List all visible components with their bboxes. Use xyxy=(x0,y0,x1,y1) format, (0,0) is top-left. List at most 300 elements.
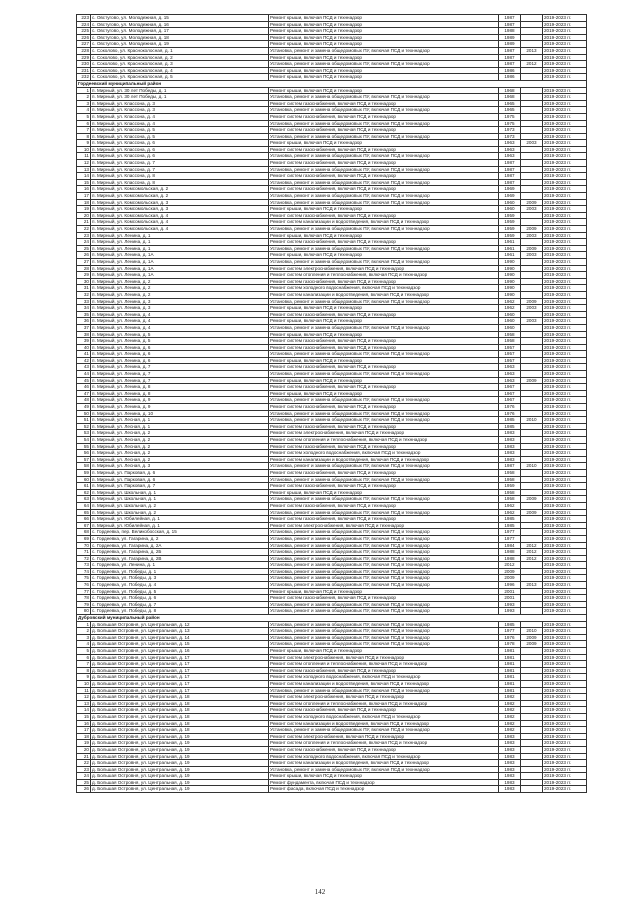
work-type-cell: Установка, ремонт и замена общедомовых ПУ, включая ПСД и техннадзор xyxy=(269,107,499,114)
last-repair-year-cell xyxy=(521,351,543,358)
work-type-cell: Ремонт систем канализации и водоотведения, включая ПСД и техннадзор xyxy=(269,219,499,226)
row-number: 13 xyxy=(77,166,91,173)
row-number: 10 xyxy=(77,680,91,687)
address-cell: п. Мирный, ул. Лесная, д. 1 xyxy=(91,423,269,430)
address-cell: п. Мирный, ул. Ленина, д. 5 xyxy=(91,331,269,338)
work-type-cell: Установка, ремонт и замена общедомовых ПУ, включая ПСД и техннадзор xyxy=(269,47,499,54)
period-cell: 2019-2023 гг. xyxy=(543,384,587,391)
last-repair-year-cell xyxy=(521,443,543,450)
year-cell: 1967 xyxy=(499,390,521,397)
address-cell: п. Мирный, ул. Ленина, д. 7 xyxy=(91,364,269,371)
year-cell: 1983 xyxy=(499,450,521,457)
last-repair-year-cell xyxy=(521,324,543,331)
last-repair-year-cell xyxy=(521,740,543,747)
last-repair-year-cell xyxy=(521,713,543,720)
year-cell: 1981 xyxy=(499,687,521,694)
period-cell: 2019-2023 гг. xyxy=(543,713,587,720)
period-cell: 2019-2023 гг. xyxy=(543,212,587,219)
year-cell: 1981 xyxy=(499,667,521,674)
last-repair-year-cell xyxy=(521,371,543,378)
address-cell: п. Мирный, ул. 30 лет Победы, д. 1 xyxy=(91,94,269,101)
work-type-cell: Ремонт систем газоснабжения, включая ПСД и техннадзор xyxy=(269,212,499,219)
work-type-cell: Ремонт крыши, включая ПСД и техннадзор xyxy=(269,773,499,780)
work-type-cell: Установка, ремонт и замена общедомовых ПУ, включая ПСД и техннадзор xyxy=(269,298,499,305)
year-cell: 1987 xyxy=(499,15,521,22)
period-cell: 2019-2023 гг. xyxy=(543,397,587,404)
table-row xyxy=(77,562,587,569)
year-cell: 1990 xyxy=(499,258,521,265)
year-cell: 1961 xyxy=(499,245,521,252)
last-repair-year-cell: 2009 xyxy=(521,634,543,641)
row-number: 32 xyxy=(77,291,91,298)
last-repair-year-cell: 2012 xyxy=(521,61,543,68)
table-row xyxy=(77,423,587,430)
address-cell: п. Мирный, ул. Ленина, д. 6 xyxy=(91,357,269,364)
address-cell: п. Мирный, ул. Ленина, д. 2 xyxy=(91,291,269,298)
last-repair-year-cell xyxy=(521,219,543,226)
table-row xyxy=(77,779,587,786)
period-cell: 2019-2023 гг. xyxy=(543,641,587,648)
work-type-cell: Ремонт крыши, включая ПСД и техннадзор xyxy=(269,41,499,48)
row-number: 21 xyxy=(77,219,91,226)
work-type-cell: Установка, ремонт и замена общедомовых ПУ, включая ПСД и техннадзор xyxy=(269,351,499,358)
work-type-cell: Установка, ремонт и замена общедомовых ПУ, включая ПСД и техннадзор xyxy=(269,766,499,773)
row-number: 2 xyxy=(77,628,91,635)
last-repair-year-cell: 2012 xyxy=(521,549,543,556)
last-repair-year-cell xyxy=(521,265,543,272)
year-cell: 1982 xyxy=(499,727,521,734)
period-cell: 2019-2023 гг. xyxy=(543,120,587,127)
year-cell: 1987 xyxy=(499,61,521,68)
year-cell: 1987 xyxy=(499,54,521,61)
row-number: 224 xyxy=(77,21,91,28)
row-number: 71 xyxy=(77,549,91,556)
year-cell: 1962 xyxy=(499,305,521,312)
year-cell: 1963 xyxy=(499,364,521,371)
year-cell: 1959 xyxy=(499,232,521,239)
year-cell: 1985 xyxy=(499,423,521,430)
table-row xyxy=(77,364,587,371)
table-row xyxy=(77,226,587,233)
table-row xyxy=(77,700,587,707)
address-cell: п. Мирный, ул. Классона, д. 8 xyxy=(91,173,269,180)
last-repair-year-cell: 2009 xyxy=(521,298,543,305)
work-type-cell: Установка, ремонт и замена общедомовых ПУ, включая ПСД и техннадзор xyxy=(269,549,499,556)
table-row xyxy=(77,476,587,483)
last-repair-year-cell xyxy=(521,397,543,404)
row-number: 67 xyxy=(77,522,91,529)
last-repair-year-cell xyxy=(521,489,543,496)
address-cell: п. Мирный, ул. Ленина, д. 4 xyxy=(91,311,269,318)
year-cell: 1983 xyxy=(499,456,521,463)
work-type-cell: Ремонт систем холодного водоснабжения, включая ПСД и техннадзор xyxy=(269,450,499,457)
work-type-cell: Ремонт систем газоснабжения, включая ПСД и техннадзор xyxy=(269,423,499,430)
year-cell: 1981 xyxy=(499,680,521,687)
year-cell: 1958 xyxy=(499,476,521,483)
last-repair-year-cell xyxy=(521,621,543,628)
row-number: 5 xyxy=(77,113,91,120)
table-row xyxy=(77,127,587,134)
table-row xyxy=(77,469,587,476)
row-number: 46 xyxy=(77,384,91,391)
period-cell: 2019-2023 гг. xyxy=(543,146,587,153)
last-repair-year-cell xyxy=(521,127,543,134)
year-cell: 1981 xyxy=(499,654,521,661)
year-cell: 1983 xyxy=(499,746,521,753)
period-cell: 2019-2023 гг. xyxy=(543,291,587,298)
row-number: 52 xyxy=(77,423,91,430)
last-repair-year-cell xyxy=(521,153,543,160)
table-row xyxy=(77,107,587,114)
table-row xyxy=(77,74,587,81)
work-type-cell: Установка, ремонт и замена общедомовых ПУ, включая ПСД и техннадзор xyxy=(269,535,499,542)
address-cell: п. Мирный, ул. Парковая, д. 6 xyxy=(91,476,269,483)
period-cell: 2019-2023 гг. xyxy=(543,766,587,773)
year-cell: 1957 xyxy=(499,351,521,358)
work-type-cell: Установка, ремонт и замена общедомовых ПУ, включая ПСД и техннадзор xyxy=(269,410,499,417)
row-number: 65 xyxy=(77,509,91,516)
last-repair-year-cell xyxy=(521,74,543,81)
period-cell: 2019-2023 гг. xyxy=(543,450,587,457)
table-row xyxy=(77,713,587,720)
last-repair-year-cell: 2003 xyxy=(521,305,543,312)
last-repair-year-cell xyxy=(521,680,543,687)
work-type-cell: Ремонт систем канализации и водоотведения, включая ПСД и техннадзор xyxy=(269,456,499,463)
last-repair-year-cell xyxy=(521,575,543,582)
table-row xyxy=(77,298,587,305)
row-number: 24 xyxy=(77,773,91,780)
year-cell: 1990 xyxy=(499,278,521,285)
table-row xyxy=(77,680,587,687)
year-cell: 1957 xyxy=(499,357,521,364)
period-cell: 2019-2023 гг. xyxy=(543,661,587,668)
address-cell: п. Мирный, ул. Ленина, д. 1 xyxy=(91,232,269,239)
period-cell: 2019-2023 гг. xyxy=(543,331,587,338)
section-title: Дубровский муниципальный район xyxy=(77,615,587,622)
work-type-cell: Установка, ремонт и замена общедомовых ПУ, включая ПСД и техннадзор xyxy=(269,687,499,694)
last-repair-year-cell: 2003 xyxy=(521,252,543,259)
work-type-cell: Установка, ремонт и замена общедомовых ПУ, включая ПСД и техннадзор xyxy=(269,496,499,503)
address-cell: п. Мирный, ул. Ленина, д. 1А xyxy=(91,252,269,259)
work-type-cell: Ремонт систем газоснабжения, включая ПСД и техннадзор xyxy=(269,278,499,285)
work-type-cell: Ремонт крыши, включая ПСД и техннадзор xyxy=(269,390,499,397)
table-row xyxy=(77,760,587,767)
period-cell: 2019-2023 гг. xyxy=(543,496,587,503)
period-cell: 2019-2023 гг. xyxy=(543,654,587,661)
row-number: 223 xyxy=(77,15,91,22)
row-number: 230 xyxy=(77,61,91,68)
period-cell: 2019-2023 гг. xyxy=(543,239,587,246)
year-cell: 1963 xyxy=(499,153,521,160)
work-type-cell: Установка, ремонт и замена общедомовых ПУ, включая ПСД и техннадзор xyxy=(269,628,499,635)
address-cell: д. Большая Островня, ул. Центральная, д. 15 xyxy=(91,641,269,648)
table-row xyxy=(77,371,587,378)
period-cell: 2019-2023 гг. xyxy=(543,67,587,74)
work-type-cell: Ремонт крыши, включая ПСД и техннадзор xyxy=(269,140,499,147)
row-number: 74 xyxy=(77,568,91,575)
period-cell: 2019-2023 гг. xyxy=(543,41,587,48)
period-cell: 2019-2023 гг. xyxy=(543,107,587,114)
period-cell: 2019-2023 гг. xyxy=(543,542,587,549)
year-cell: 1967 xyxy=(499,397,521,404)
table-row xyxy=(77,417,587,424)
last-repair-year-cell: 2009 xyxy=(521,509,543,516)
table-row xyxy=(77,786,587,793)
address-cell: п. Мирный, ул. Лесная, д. 2 xyxy=(91,450,269,457)
table-row xyxy=(77,575,587,582)
table-row xyxy=(77,654,587,661)
year-cell: 2001 xyxy=(499,595,521,602)
row-number: 26 xyxy=(77,786,91,793)
work-type-cell: Ремонт крыши, включая ПСД и техннадзор xyxy=(269,54,499,61)
table-row xyxy=(77,219,587,226)
work-type-cell: Установка, ремонт и замена общедомовых ПУ, включая ПСД и техннадзор xyxy=(269,463,499,470)
year-cell: 1965 xyxy=(499,100,521,107)
period-cell: 2019-2023 гг. xyxy=(543,357,587,364)
year-cell: 1975 xyxy=(499,113,521,120)
last-repair-year-cell xyxy=(521,779,543,786)
period-cell: 2019-2023 гг. xyxy=(543,153,587,160)
last-repair-year-cell xyxy=(521,239,543,246)
row-number: 40 xyxy=(77,344,91,351)
year-cell: 1976 xyxy=(499,410,521,417)
table-body xyxy=(77,15,587,793)
last-repair-year-cell xyxy=(521,588,543,595)
period-cell: 2019-2023 гг. xyxy=(543,133,587,140)
period-cell: 2019-2023 гг. xyxy=(543,779,587,786)
address-cell: п. Мирный, ул. Классона, д. 4 xyxy=(91,113,269,120)
table-row xyxy=(77,278,587,285)
year-cell: 1987 xyxy=(499,47,521,54)
work-type-cell: Установка, ремонт и замена общедомовых ПУ, включая ПСД и техннадзор xyxy=(269,193,499,200)
table-row xyxy=(77,568,587,575)
table-row xyxy=(77,516,587,523)
year-cell: 1993 xyxy=(499,608,521,615)
work-type-cell: Установка, ремонт и замена общедомовых ПУ, включая ПСД и техннадзор xyxy=(269,621,499,628)
period-cell: 2019-2023 гг. xyxy=(543,226,587,233)
period-cell: 2019-2023 гг. xyxy=(543,760,587,767)
address-cell: д. Большая Островня, ул. Центральная, д. 19 xyxy=(91,746,269,753)
year-cell: 1975 xyxy=(499,120,521,127)
address-cell: с. Гордеевка, ул. Победы, д. 6 xyxy=(91,595,269,602)
year-cell: 2012 xyxy=(499,562,521,569)
year-cell: 1977 xyxy=(499,535,521,542)
period-cell: 2019-2023 гг. xyxy=(543,311,587,318)
year-cell: 1958 xyxy=(499,496,521,503)
year-cell: 1961 xyxy=(499,252,521,259)
table-row xyxy=(77,496,587,503)
address-cell: п. Мирный, ул. Школьная, д. 1 xyxy=(91,496,269,503)
last-repair-year-cell: 2009 xyxy=(521,199,543,206)
work-type-cell: Ремонт крыши, включая ПСД и техннадзор xyxy=(269,357,499,364)
work-type-cell: Ремонт крыши, включая ПСД и техннадзор xyxy=(269,74,499,81)
row-number: 7 xyxy=(77,127,91,134)
row-number: 7 xyxy=(77,661,91,668)
table-row xyxy=(77,133,587,140)
year-cell: 1968 xyxy=(499,87,521,94)
last-repair-year-cell xyxy=(521,212,543,219)
year-cell: 1968 xyxy=(499,94,521,101)
year-cell: 1983 xyxy=(499,753,521,760)
year-cell: 1958 xyxy=(499,331,521,338)
row-number: 33 xyxy=(77,298,91,305)
row-number: 8 xyxy=(77,133,91,140)
last-repair-year-cell xyxy=(521,522,543,529)
table-row xyxy=(77,661,587,668)
work-type-cell: Установка, ремонт и замена общедомовых ПУ, включая ПСД и техннадзор xyxy=(269,417,499,424)
period-cell: 2019-2023 гг. xyxy=(543,575,587,582)
year-cell: 1985 xyxy=(499,417,521,424)
address-cell: п. Мирный, ул. Ленина, д. 4 xyxy=(91,318,269,325)
period-cell: 2019-2023 гг. xyxy=(543,140,587,147)
address-cell: д. Большая Островня, ул. Центральная, д. 17 xyxy=(91,654,269,661)
row-number: 27 xyxy=(77,258,91,265)
address-cell: п. Мирный, ул. Лесная, д. 1 xyxy=(91,417,269,424)
row-number: 58 xyxy=(77,463,91,470)
table-row xyxy=(77,344,587,351)
row-number: 76 xyxy=(77,582,91,589)
table-row xyxy=(77,667,587,674)
work-type-cell: Установка, ремонт и замена общедомовых ПУ, включая ПСД и техннадзор xyxy=(269,324,499,331)
table-row xyxy=(77,720,587,727)
address-cell: д. Большая Островня, ул. Центральная, д. 19 xyxy=(91,753,269,760)
address-cell: п. Мирный, ул. Ленина, д. 8 xyxy=(91,384,269,391)
last-repair-year-cell xyxy=(521,21,543,28)
address-cell: с. Соколово, ул. Красноколосная, д. 5 xyxy=(91,74,269,81)
year-cell: 1973 xyxy=(499,127,521,134)
address-cell: с. Гордеевка, ул. Победы, д. 7 xyxy=(91,601,269,608)
address-cell: д. Большая Островня, ул. Центральная, д. 17 xyxy=(91,674,269,681)
row-number: 78 xyxy=(77,595,91,602)
work-type-cell: Установка, ремонт и замена общедомовых ПУ, включая ПСД и техннадзор xyxy=(269,555,499,562)
year-cell: 1986 xyxy=(499,74,521,81)
row-number: 51 xyxy=(77,417,91,424)
table-row xyxy=(77,15,587,22)
row-number: 45 xyxy=(77,377,91,384)
address-cell: д. Большая Островня, ул. Центральная, д. 19 xyxy=(91,733,269,740)
work-type-cell: Ремонт систем газоснабжения, включая ПСД и техннадзор xyxy=(269,344,499,351)
year-cell: 1960 xyxy=(499,199,521,206)
address-cell: д. Большая Островня, ул. Центральная, д. 19 xyxy=(91,740,269,747)
last-repair-year-cell xyxy=(521,423,543,430)
address-cell: с. Соколово, ул. Красноколосная, д. 1 xyxy=(91,47,269,54)
work-type-cell: Ремонт крыши, включая ПСД и техннадзор xyxy=(269,15,499,22)
table-row xyxy=(77,410,587,417)
row-number: 3 xyxy=(77,634,91,641)
period-cell: 2019-2023 гг. xyxy=(543,47,587,54)
period-cell: 2019-2023 гг. xyxy=(543,720,587,727)
last-repair-year-cell xyxy=(521,133,543,140)
address-cell: п. Мирный, ул. Ленина, д. 6 xyxy=(91,344,269,351)
table-row xyxy=(77,311,587,318)
table-row xyxy=(77,193,587,200)
address-cell: с. Овстугово, ул. Молодежная, д. 18 xyxy=(91,34,269,41)
last-repair-year-cell xyxy=(521,707,543,714)
table-row xyxy=(77,628,587,635)
period-cell: 2019-2023 гг. xyxy=(543,258,587,265)
address-cell: п. Мирный, ул. Комсомольская, д. 2 xyxy=(91,193,269,200)
table-row xyxy=(77,588,587,595)
year-cell: 1986 xyxy=(499,67,521,74)
last-repair-year-cell xyxy=(521,661,543,668)
period-cell: 2019-2023 гг. xyxy=(543,113,587,120)
work-type-cell: Ремонт систем газоснабжения, включая ПСД и техннадзор xyxy=(269,483,499,490)
table-row xyxy=(77,621,587,628)
last-repair-year-cell xyxy=(521,41,543,48)
period-cell: 2019-2023 гг. xyxy=(543,179,587,186)
row-number: 232 xyxy=(77,74,91,81)
address-cell: п. Мирный, ул. Классона, д. 6 xyxy=(91,140,269,147)
work-type-cell: Ремонт крыши, включая ПСД и техннадзор xyxy=(269,21,499,28)
work-type-cell: Ремонт систем канализации и водоотведения, включая ПСД и техннадзор xyxy=(269,291,499,298)
last-repair-year-cell xyxy=(521,667,543,674)
table-row xyxy=(77,239,587,246)
period-cell: 2019-2023 гг. xyxy=(543,54,587,61)
year-cell: 1962 xyxy=(499,509,521,516)
address-cell: п. Мирный, ул. Лесная, д. 3 xyxy=(91,463,269,470)
address-cell: п. Мирный, ул. Ленина, д. 5 xyxy=(91,338,269,345)
period-cell: 2019-2023 гг. xyxy=(543,219,587,226)
last-repair-year-cell xyxy=(521,384,543,391)
year-cell: 1959 xyxy=(499,483,521,490)
row-number: 14 xyxy=(77,173,91,180)
section-title: Гордеевский муниципальный район xyxy=(77,80,587,87)
last-repair-year-cell xyxy=(521,15,543,22)
period-cell: 2019-2023 гг. xyxy=(543,186,587,193)
last-repair-year-cell xyxy=(521,166,543,173)
address-cell: д. Большая Островня, ул. Центральная, д. 19 xyxy=(91,773,269,780)
table-row xyxy=(77,542,587,549)
address-cell: п. Мирный, ул. Ленина, д. 3 xyxy=(91,298,269,305)
row-number: 19 xyxy=(77,740,91,747)
last-repair-year-cell: 2012 xyxy=(521,542,543,549)
period-cell: 2019-2023 гг. xyxy=(543,166,587,173)
address-cell: п. Мирный, ул. Ленина, д. 8 xyxy=(91,390,269,397)
year-cell: 1987 xyxy=(499,166,521,173)
last-repair-year-cell: 2010 xyxy=(521,628,543,635)
period-cell: 2019-2023 гг. xyxy=(543,595,587,602)
last-repair-year-cell xyxy=(521,502,543,509)
table-row xyxy=(77,601,587,608)
address-cell: п. Мирный, ул. Ленина, д. 2 xyxy=(91,278,269,285)
work-type-cell: Ремонт фундамента, включая ПСД и техннадзор xyxy=(269,779,499,786)
table-row xyxy=(77,522,587,529)
table-row xyxy=(77,707,587,714)
table-row xyxy=(77,47,587,54)
row-number: 50 xyxy=(77,410,91,417)
work-type-cell: Установка, ремонт и замена общедомовых ПУ, включая ПСД и техннадзор xyxy=(269,397,499,404)
row-number: 23 xyxy=(77,766,91,773)
work-type-cell: Установка, ремонт и замена общедомовых ПУ, включая ПСД и техннадзор xyxy=(269,226,499,233)
work-type-cell: Ремонт крыши, включая ПСД и техннадзор xyxy=(269,305,499,312)
period-cell: 2019-2023 гг. xyxy=(543,61,587,68)
row-number: 10 xyxy=(77,146,91,153)
work-type-cell: Ремонт крыши, включая ПСД и техннадзор xyxy=(269,67,499,74)
period-cell: 2019-2023 гг. xyxy=(543,707,587,714)
work-type-cell: Ремонт систем газоснабжения, включая ПСД и техннадзор xyxy=(269,364,499,371)
table-row xyxy=(77,252,587,259)
row-number: 53 xyxy=(77,430,91,437)
period-cell: 2019-2023 гг. xyxy=(543,377,587,384)
last-repair-year-cell xyxy=(521,727,543,734)
work-type-cell: Установка, ремонт и замена общедомовых ПУ, включая ПСД и техннадзор xyxy=(269,371,499,378)
table-row xyxy=(77,450,587,457)
table-row xyxy=(77,351,587,358)
work-type-cell: Ремонт систем газоснабжения, включая ПСД и техннадзор xyxy=(269,404,499,411)
row-number: 72 xyxy=(77,555,91,562)
last-repair-year-cell: 2009 xyxy=(521,641,543,648)
address-cell: с. Соколово, ул. Красноколосная, д. 4 xyxy=(91,67,269,74)
